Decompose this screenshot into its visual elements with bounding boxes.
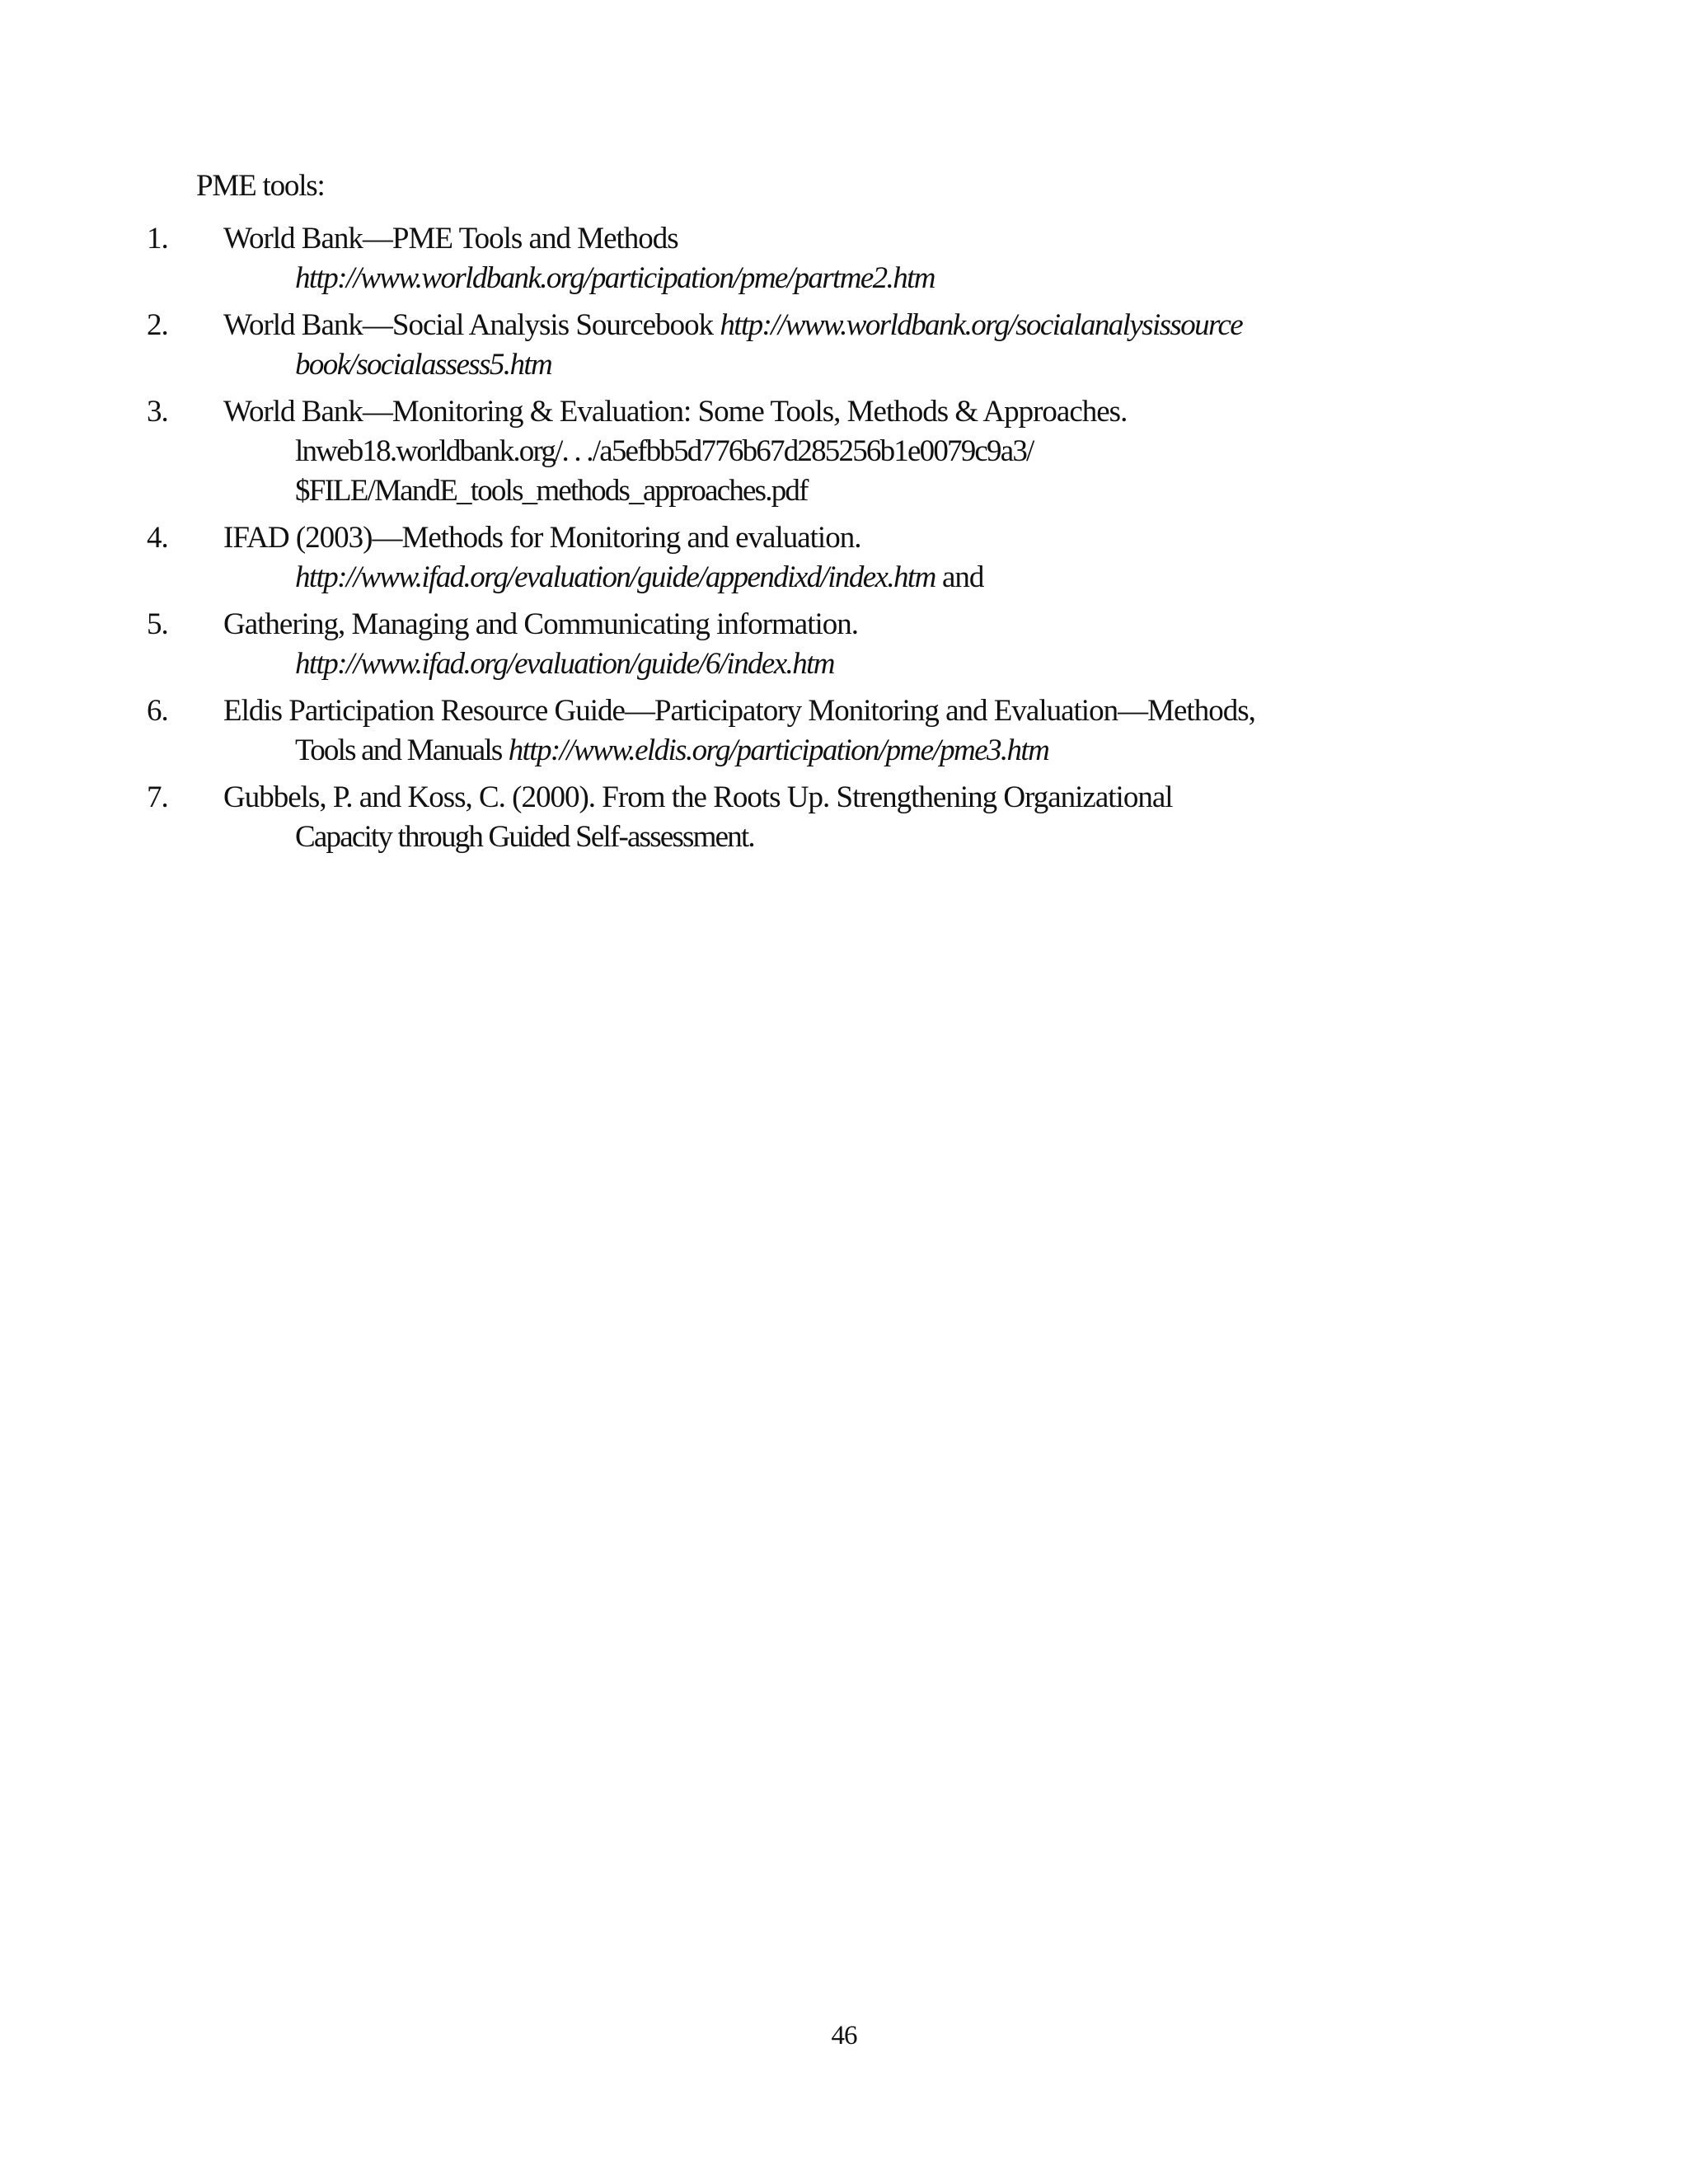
page-content [147,165,1482,865]
reference-link-continued[interactable]: $FILE/MandE_tools_methods_approaches.pdf [295,474,808,508]
reference-link[interactable]: http://www.ifad.org/evaluation/guide/appendixd/index.htm [295,560,935,594]
reference-number: 2. [147,308,168,342]
reference-item [147,778,1482,857]
reference-number: 6. [147,694,168,728]
reference-item [147,219,1482,298]
reference-title-continued: Tools and Manuals [295,733,502,767]
reference-title-continued: Capacity through Guided Self-assessment. [295,820,754,854]
reference-link[interactable]: http://www.eldis.org/participation/pme/pme3.htm [508,733,1049,767]
page-number: 46 [831,2021,857,2050]
reference-title: World Bank—PME Tools and Methods [223,222,678,255]
reference-link[interactable]: http://www.ifad.org/evaluation/guide/6/index.htm [295,647,834,681]
reference-item [147,691,1482,771]
reference-title: IFAD (2003)—Methods for Monitoring and evaluation. [223,521,861,555]
reference-link[interactable]: lnweb18.worldbank.org/. . ./a5efbb5d776b67d285256b1e0079c9a3/ [295,434,1034,468]
reference-title: World Bank—Social Analysis Sourcebook [223,308,714,342]
reference-item [147,392,1482,511]
reference-link[interactable]: http://www.worldbank.org/socialanalysissource [720,308,1243,342]
section-heading: PME tools: [196,169,325,203]
reference-title: Eldis Participation Resource Guide—Participatory Monitoring and Evaluation—Methods, [223,694,1255,728]
reference-number: 1. [147,222,168,255]
reference-number: 4. [147,521,168,555]
reference-link-continued[interactable]: book/socialassess5.htm [295,348,552,382]
reference-number: 5. [147,607,168,641]
reference-link[interactable]: http://www.worldbank.org/participation/pme/partme2.htm [295,261,935,295]
reference-list [147,219,1482,857]
reference-item [147,518,1482,598]
reference-number: 7. [147,780,168,814]
reference-item [147,306,1482,385]
reference-title: Gubbels, P. and Koss, C. (2000). From the Roots Up. Strengthening Organizational [223,780,1173,814]
reference-title: World Bank—Monitoring & Evaluation: Some Tools, Methods & Approaches. [223,395,1128,429]
reference-title: Gathering, Managing and Communicating information. [223,607,858,641]
reference-number: 3. [147,395,168,429]
reference-suffix: and [941,560,984,594]
reference-item [147,605,1482,684]
